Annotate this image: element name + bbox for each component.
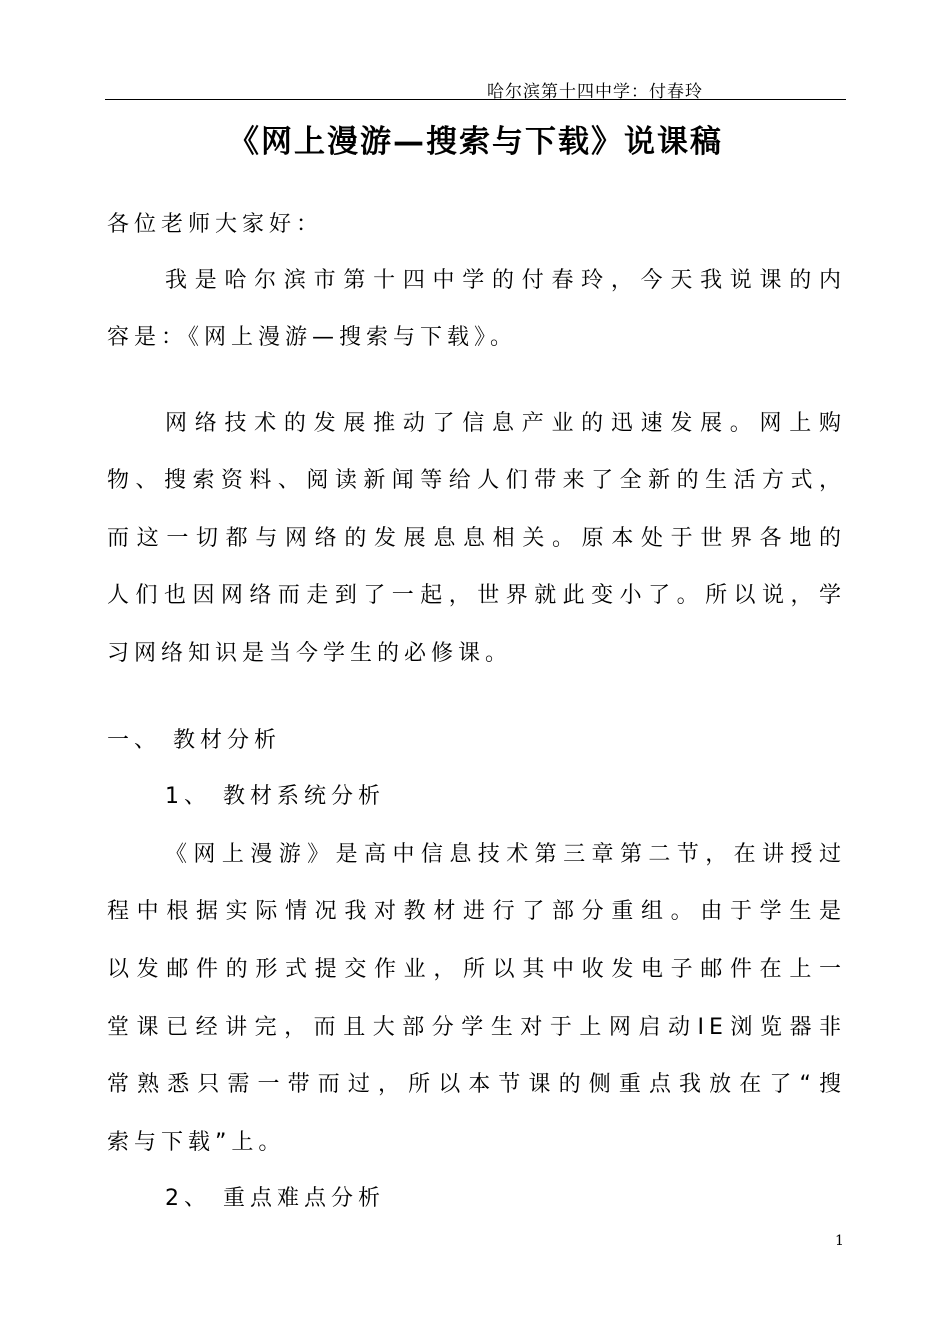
- section1-para-line-1: 《网上漫游》是高中信息技术第三章第二节，在讲授过: [165, 842, 846, 867]
- header-text: 哈尔滨第十四中学：付春玲: [487, 82, 703, 102]
- document-title: 《网上漫游—搜索与下载》说课稿: [228, 124, 723, 160]
- section1-para-line-4: 堂课已经讲完，而且大部分学生对于上网启动IE浏览器非: [107, 1015, 846, 1040]
- subsection-heading-2: 2、 重点难点分析: [165, 1186, 385, 1211]
- section1-para-line-2: 程中根据实际情况我对教材进行了部分重组。由于学生是: [107, 899, 846, 924]
- greeting: 各位老师大家好：: [107, 212, 324, 237]
- intro-line-2: 容是：《网上漫游—搜索与下载》。: [107, 325, 518, 350]
- section1-para-line-3: 以发邮件的形式提交作业，所以其中收发电子邮件在上一: [107, 957, 846, 982]
- para1-line-3: 而这一切都与网络的发展息息相关。原本处于世界各地的: [107, 526, 846, 551]
- para1-line-5: 习网络知识是当今学生的必修课。: [107, 641, 513, 666]
- section1-para-line-6: 索与下载”上。: [107, 1130, 286, 1155]
- page-number: 1: [835, 1233, 844, 1249]
- intro-line-1: 我是哈尔滨市第十四中学的付春玲，今天我说课的内: [165, 268, 846, 293]
- section-heading-1: 一、 教材分析: [107, 728, 281, 753]
- para1-line-1: 网络技术的发展推动了信息产业的迅速发展。网上购: [165, 411, 846, 436]
- page-header: [105, 73, 846, 100]
- section1-para-line-5: 常熟悉只需一带而过，所以本节课的侧重点我放在了“搜: [107, 1072, 846, 1097]
- para1-line-2: 物、搜索资料、阅读新闻等给人们带来了全新的生活方式，: [107, 468, 846, 493]
- para1-line-4: 人们也因网络而走到了一起，世界就此变小了。所以说，学: [107, 583, 846, 608]
- subsection-heading-1: 1、 教材系统分析: [165, 784, 385, 809]
